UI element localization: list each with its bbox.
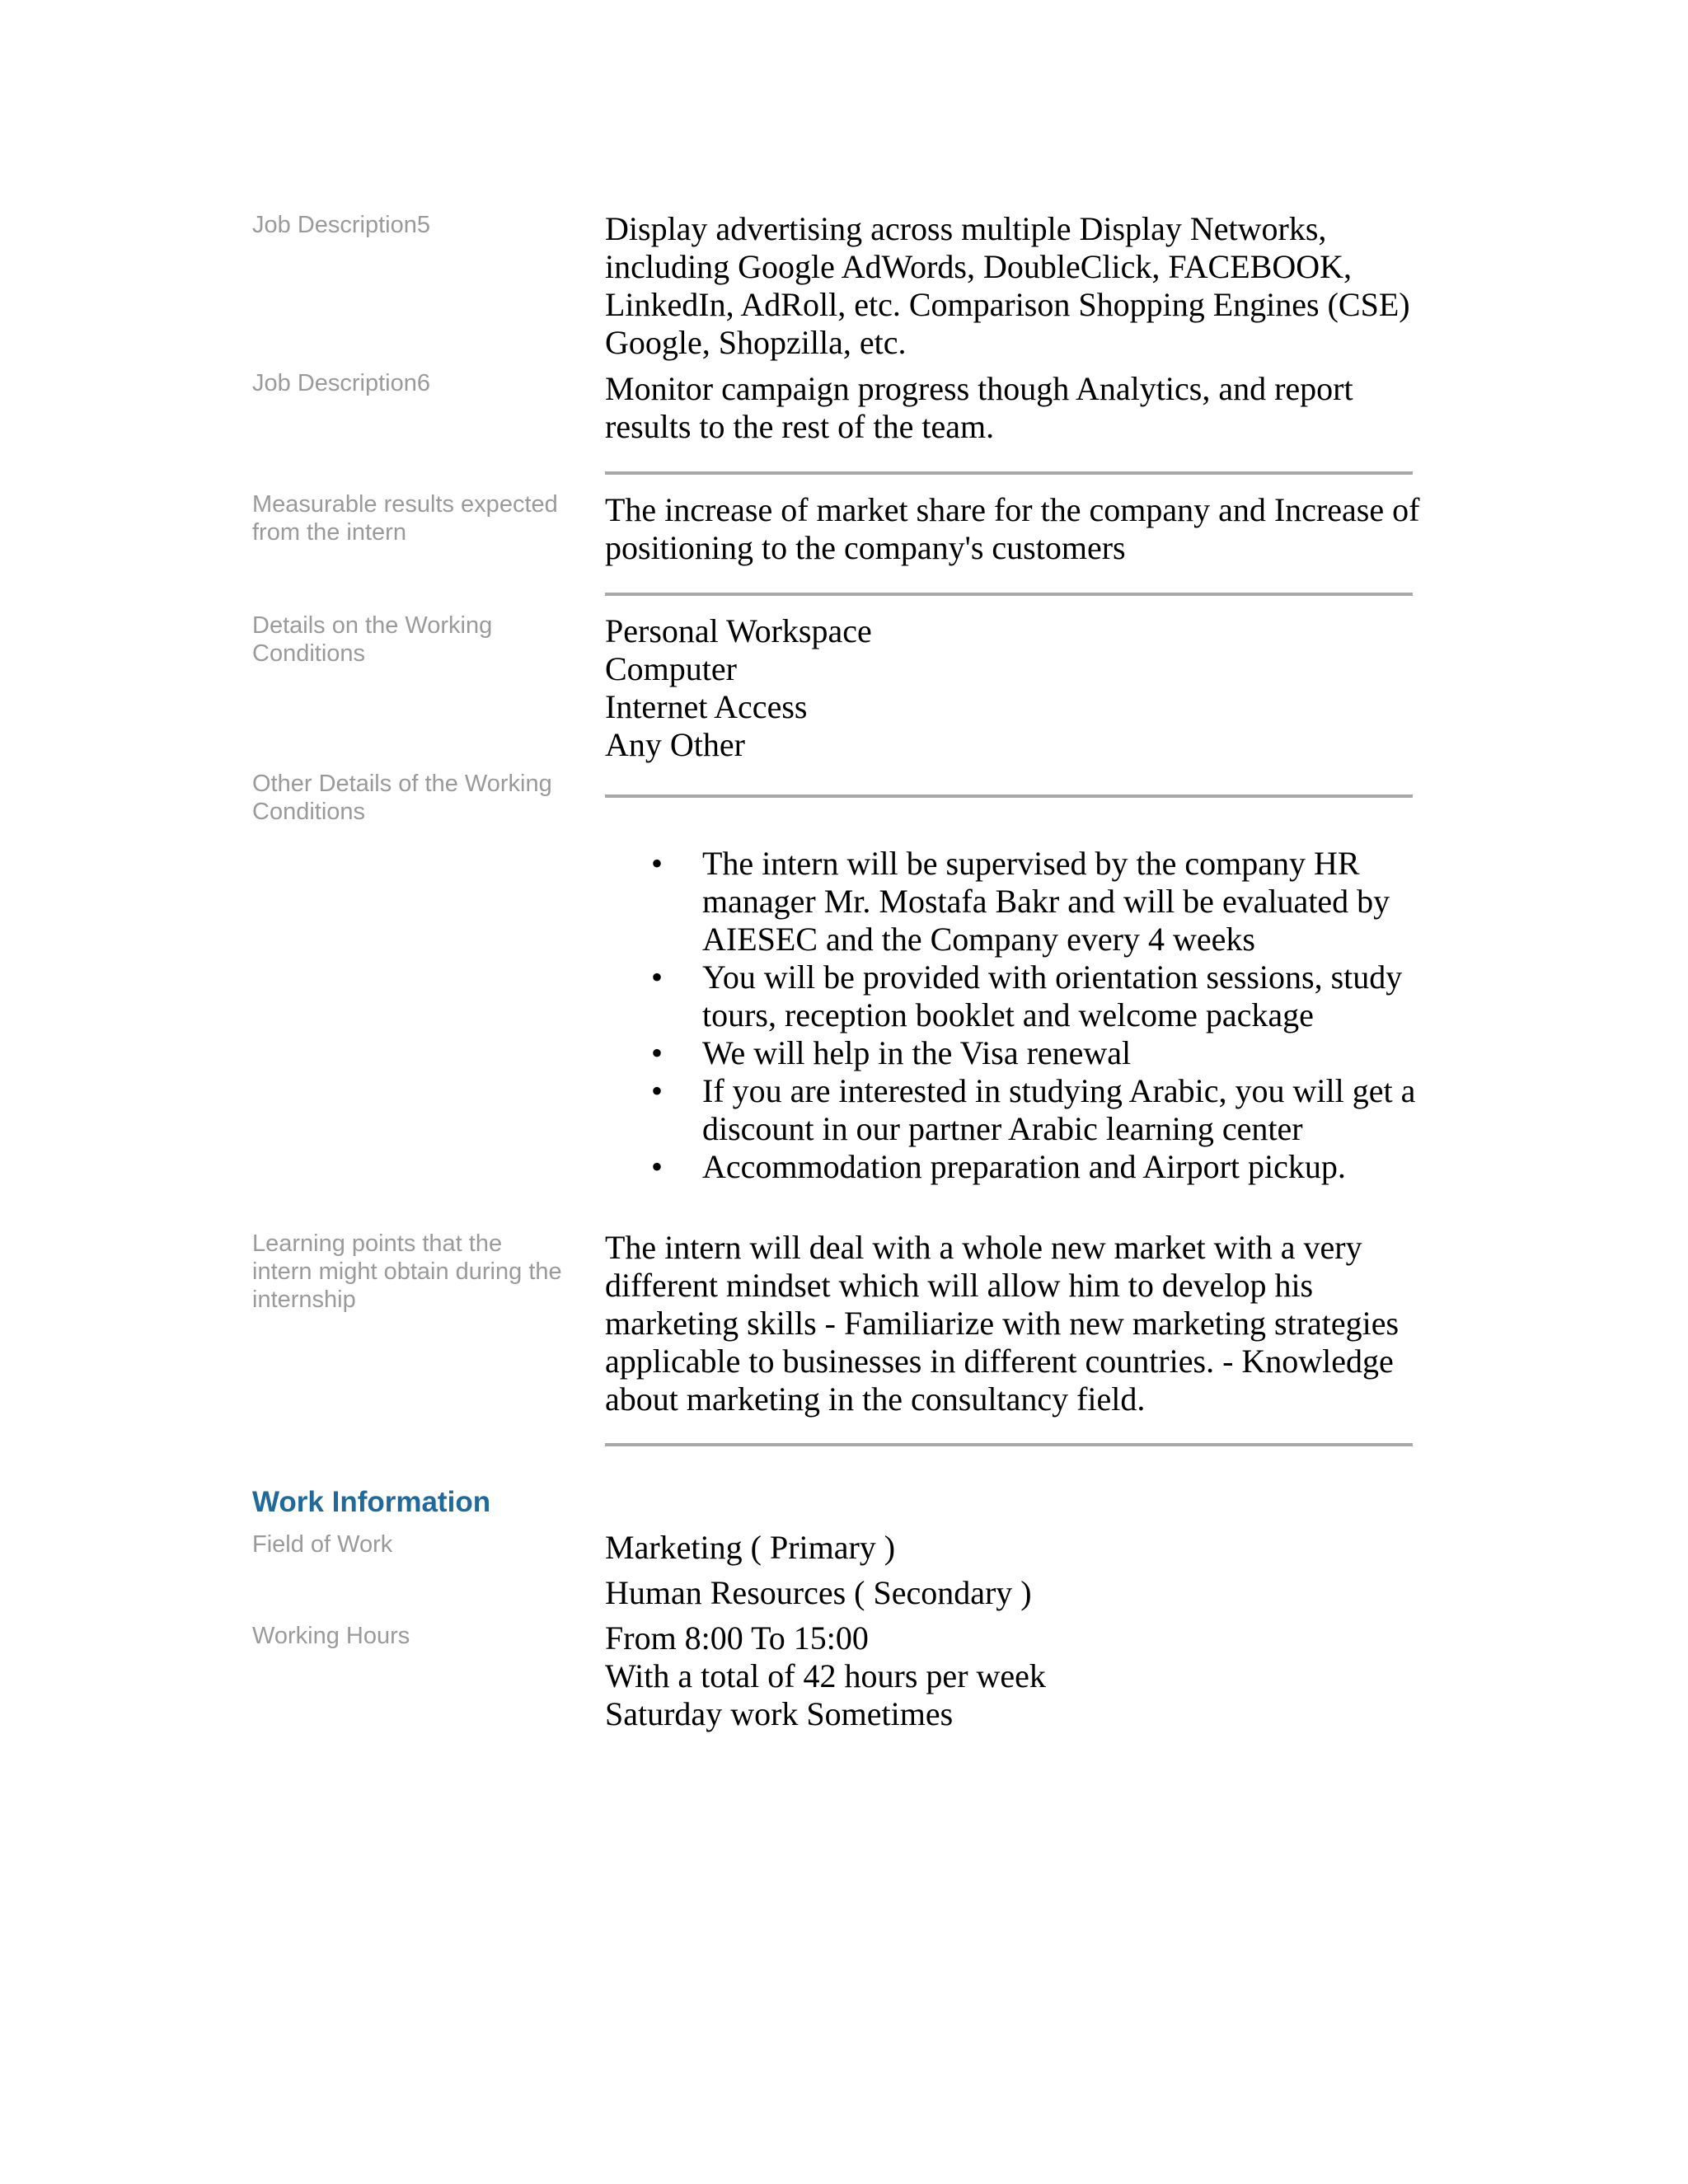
text-line: Saturday work Sometimes: [605, 1695, 954, 1732]
text-line: about marketing in the consultancy field.: [605, 1380, 1146, 1418]
bullet-icon: •: [651, 845, 663, 882]
divider: [605, 471, 1413, 475]
text-line: Accommodation preparation and Airport pickup.: [702, 1148, 1346, 1185]
text-line: discount in our partner Arabic learning center: [702, 1110, 1303, 1147]
bullet-item: [651, 958, 1421, 1034]
text-line: With a total of 42 hours per week: [605, 1657, 1046, 1694]
bullet-icon: •: [651, 1034, 663, 1071]
other-conditions-bullet-list: [605, 845, 1421, 1186]
measurable-results-label: [252, 490, 582, 546]
text-line: You will be provided with orientation sessions, study: [702, 958, 1403, 996]
label-line: intern might obtain during the: [252, 1258, 562, 1285]
bullet-item: [651, 1072, 1421, 1148]
text-line: applicable to businesses in different countries. - Knowledge: [605, 1343, 1394, 1380]
working-hours-label: Working Hours: [252, 1623, 410, 1649]
label-line: Measurable results expected: [252, 491, 558, 518]
label-line: Details on the Working: [252, 612, 493, 639]
bullet-item: [651, 1148, 1421, 1186]
bullet-item: [651, 1034, 1421, 1072]
field-of-work-secondary: Human Resources ( Secondary ): [605, 1574, 1032, 1611]
bullet-item: [651, 845, 1421, 958]
text-line: The intern will be supervised by the company HR: [702, 845, 1360, 882]
text-line: From 8:00 To 15:00: [605, 1619, 869, 1657]
text-line: Computer: [605, 650, 737, 687]
learning-points-value: [605, 1229, 1421, 1418]
text-line: Google, Shopzilla, etc.: [605, 324, 907, 361]
bullet-icon: •: [651, 1148, 663, 1185]
other-working-conditions-label: [252, 770, 582, 826]
text-line: AIESEC and the Company every 4 weeks: [702, 921, 1255, 958]
text-line: different mindset which will allow him to develop his: [605, 1267, 1314, 1304]
job-description5-label: Job Description5: [252, 212, 430, 238]
text-line: manager Mr. Mostafa Bakr and will be evaluated by: [702, 883, 1390, 920]
label-line: Conditions: [252, 640, 366, 667]
work-information-heading: Work Information: [252, 1486, 491, 1518]
bullet-icon: •: [651, 958, 663, 996]
label-line: internship: [252, 1286, 356, 1313]
job-description5-value: [605, 210, 1421, 362]
divider: [605, 1443, 1413, 1446]
text-line: Internet Access: [605, 688, 808, 725]
divider: [605, 593, 1413, 596]
label-line: Learning points that the: [252, 1230, 503, 1257]
text-line: We will help in the Visa renewal: [702, 1034, 1132, 1071]
working-hours-value: [605, 1619, 1421, 1733]
text-line: If you are interested in studying Arabic, you will get a: [702, 1072, 1416, 1109]
measurable-results-value: [605, 491, 1421, 567]
job-description6-value: [605, 370, 1421, 446]
job-description6-label: Job Description6: [252, 370, 430, 396]
label-line: from the intern: [252, 519, 406, 546]
text-line: Monitor campaign progress though Analytics, and report: [605, 370, 1353, 407]
working-conditions-value: [605, 612, 1421, 764]
divider: [605, 794, 1413, 798]
text-line: Personal Workspace: [605, 612, 872, 649]
text-line: LinkedIn, AdRoll, etc. Comparison Shopping Engines (CSE): [605, 286, 1410, 323]
field-of-work-label: Field of Work: [252, 1531, 393, 1558]
text-line: The intern will deal with a whole new market with a very: [605, 1229, 1362, 1266]
label-line: Other Details of the Working: [252, 771, 552, 797]
text-line: positioning to the company's customers: [605, 529, 1126, 566]
text-line: results to the rest of the team.: [605, 408, 995, 445]
text-line: including Google AdWords, DoubleClick, FACEBOOK,: [605, 248, 1352, 285]
text-line: Any Other: [605, 726, 745, 763]
bullet-icon: •: [651, 1072, 663, 1109]
text-line: marketing skills - Familiarize with new marketing strategies: [605, 1305, 1400, 1342]
text-line: The increase of market share for the company and Increase of: [605, 491, 1420, 528]
label-line: Conditions: [252, 799, 366, 825]
working-conditions-label: [252, 612, 582, 668]
text-line: tours, reception booklet and welcome package: [702, 996, 1314, 1033]
text-line: Display advertising across multiple Display Networks,: [605, 210, 1327, 247]
field-of-work-primary: Marketing ( Primary ): [605, 1529, 896, 1566]
learning-points-label: [252, 1230, 582, 1314]
